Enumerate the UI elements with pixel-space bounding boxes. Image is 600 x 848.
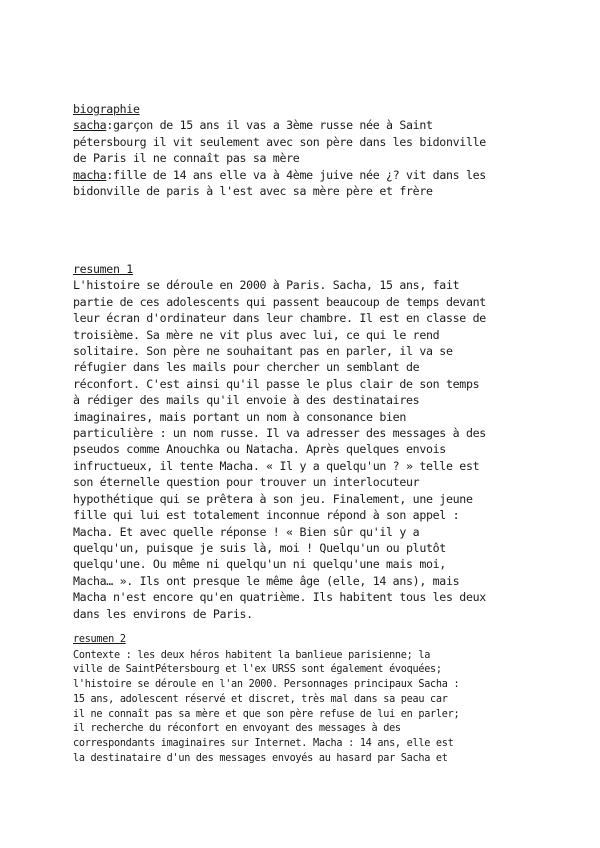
resumen-2-section: [73, 633, 529, 766]
macha-name: macha: [73, 167, 107, 182]
resumen-1-line: solitaire. Son père ne souhaitant pas en parler, il va se: [73, 344, 453, 359]
resumen-1-line: hypothétique qui se prêtera à son jeu. Finalement, une jeune: [73, 491, 473, 506]
resumen-2-line: ville de SaintPétersbourg et l'ex URSS sont également évoquées;: [73, 664, 442, 676]
sacha-name: sacha: [73, 118, 107, 133]
resumen-1-line: Macha n'est encore qu'en quatrième. Ils habitent tous les deux: [73, 590, 486, 605]
resumen-2-line: l'histoire se déroule en l'an 2000. Personnages principaux Sacha :: [73, 679, 460, 691]
resumen-2-line: il ne connaît pas sa mère et que son père refuse de lui en parler;: [73, 708, 460, 720]
biography-section: [73, 101, 529, 199]
resumen-1-line: quelqu'une. Ou même ni quelqu'un ni quelqu'une mais moi,: [73, 557, 446, 572]
resumen-1-line: à rédiger des mails qu'il envoie à des destinataires: [73, 393, 420, 408]
macha-text-1: :fille de 14 ans elle va à 4ème juive née ¿? vit dans les: [106, 167, 486, 182]
resumen-1-line: réfugier dans les mails pour chercher un semblant de: [73, 360, 420, 375]
macha-line-2: bidonville de paris à l'est avec sa mère père et frère: [73, 184, 433, 199]
sacha-line-1: [73, 117, 529, 133]
resumen-1-line: partie de ces adolescents qui passent beaucoup de temps devant: [73, 294, 486, 309]
resumen-2-line: correspondants imaginaires sur Internet. Macha : 14 ans, elle est: [73, 737, 454, 749]
resumen-2-line: il recherche du réconfort en envoyant des messages à des: [73, 723, 401, 735]
resumen-1-line: imaginaires, mais portant un nom à consonance bien: [73, 409, 407, 424]
resumen-1-line: fille qui lui est totalement inconnue répond à son appel :: [73, 508, 460, 523]
resumen-2-line: Contexte : les deux héros habitent la banlieue parisienne; la: [73, 649, 431, 661]
resumen-1-line: pseudos comme Anouchka ou Natacha. Après quelques envois: [73, 442, 446, 457]
resumen-2-line: la destinataire d'un des messages envoyés au hasard par Sacha et: [73, 752, 448, 764]
resumen-1-line: son éternelle question pour trouver un interlocuteur: [73, 475, 420, 490]
resumen-2-heading: resumen 2: [73, 634, 126, 645]
resumen-1-line: infructueux, il tente Macha. « Il y a quelqu'un ? » telle est: [73, 458, 480, 473]
macha-line-1: [73, 167, 529, 183]
resumen-1-line: Macha. Et avec quelle réponse ! « Bien sûr qu'il y a: [73, 524, 420, 539]
biography-heading: biographie: [73, 102, 140, 116]
sacha-text-1: :garçon de 15 ans il vas a 3ème russe née à Saint: [106, 118, 433, 133]
resumen-1-line: L'histoire se déroule en 2000 à Paris. Sacha, 15 ans, fait: [73, 278, 460, 293]
resumen-1-section: [73, 261, 529, 622]
resumen-1-line: troisième. Sa mère ne vit plus avec lui, ce qui le rend: [73, 327, 440, 342]
resumen-1-line: particulière : un nom russe. Il va adresser des messages à des: [73, 426, 486, 441]
sacha-line-2: pétersbourg il vit seulement avec son père dans les bidonville: [73, 134, 486, 149]
resumen-1-line: quelqu'un, puisque je suis là, moi ! Quelqu'un ou plutôt: [73, 540, 446, 555]
resumen-1-line: leur écran d'ordinateur dans leur chambre. Il est en classe de: [73, 311, 486, 326]
resumen-1-line: réconfort. C'est ainsi qu'il passe le plus clair de son temps: [73, 376, 480, 391]
resumen-1-line: Macha… ». Ils ont presque le même âge (elle, 14 ans), mais: [73, 573, 460, 588]
sacha-line-3: de Paris il ne connaît pas sa mère: [73, 151, 300, 166]
resumen-1-line: dans les environs de Paris.: [73, 606, 253, 621]
resumen-2-line: 15 ans, adolescent réservé et discret, très mal dans sa peau car: [73, 693, 448, 705]
resumen-1-heading: resumen 1: [73, 262, 133, 276]
